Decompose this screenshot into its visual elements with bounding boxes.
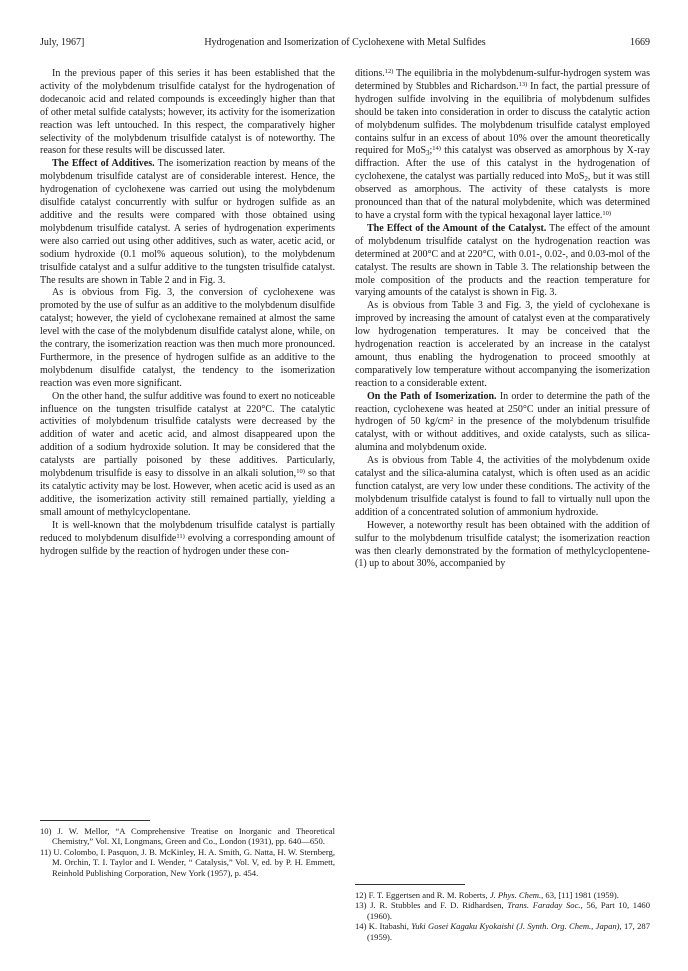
paragraph-additives: The Effect of Additives. The isomerization reaction by means of the molybdenum trisulfide catalyst are of considerable interest. Hence, the hydrogenation of cyclohexene was carried out using the molybdenum disulfide catalyst concurrently with sulfur or hydrogen sulfide as an additive and the results were compared with those obtained using molybdenum trisulfide catalyst. A series of hydrogenation experiments were also carried out using other additives, such as water, acetic acid, or sodium hydroxide (0.1 mol% aqueous solution), to the molybdenum trisulfide catalyst and a sulfur additive to the tungsten trisulfide catalyst. The results are shown in Table 2 and in Fig. 3.: [40, 158, 336, 286]
footnote-divider-right: [355, 884, 465, 885]
reference-marker: 13): [518, 80, 528, 88]
footnote-10: 10) J. W. Mellor, “A Comprehensive Treatise on Inorganic and Theoretical Chemistry,” Vol. XI, Longmans, Green and Co., London (1931), pp. 640—650.: [40, 826, 335, 847]
reference-marker: 11): [176, 532, 185, 540]
left-column: [40, 68, 335, 558]
reference-marker: 10): [602, 209, 612, 217]
footnote-13: 13) J. R. Stubbles and F. D. Ridhardsen, Trans. Faraday Soc., 56, Part 10, 1460 (1960).: [355, 900, 650, 921]
footnotes-left: [40, 826, 335, 878]
paragraph-table4: As is obvious from Table 4, the activities of the molybdenum oxide catalyst and the silica-alumina catalyst, which is often used as an acidic function catalyst, are very low under these conditions. The activity of the molybdenum trisulfide catalyst is found to fall to virtually null upon the addition of a concentrated solution of ammonium hydroxide.: [355, 455, 650, 518]
subscript: 2: [584, 175, 588, 184]
subscript: 3: [426, 149, 430, 158]
reference-marker: 10): [296, 468, 305, 476]
running-header: [40, 36, 650, 50]
paragraph-table3: As is obvious from Table 3 and Fig. 3, the yield of cyclohexane is improved by increasing the amount of catalyst even at the comparatively low hydrogenation temperatures. It may be conceived that the hydrogenation reaction is accelerated by an increase in the catalyst amount, thus enabling the hydrogenation to proceed smoothly at comparatively low temperature without accompanying the isomerization reaction to a considerable extent.: [355, 300, 650, 389]
paragraph-sulfur-addition: However, a noteworthy result has been obtained with the addition of sulfur to the molybdenum trisulfide catalyst; the isomerization reaction was then clearly demonstrated by the formation of methylcyclopentene-(1) up to about 30%, accompanied by: [355, 519, 650, 570]
paragraph-intro: In the previous paper of this series it has been established that the activity of the molybdenum trisulfide catalyst for the hydrogenation of dodecanoic acid and related compounds is exceedingly higher than that of other metal sulfide catalysts; however, its activity for the isomerization reaction was left untouched. In this respect, the comparatively higher selectivity of the molybdenum trisulfide catalyst is of noteworthy. The reason for these results will be discussed later.: [40, 68, 335, 157]
reference-marker: 12): [384, 68, 394, 75]
header-date: July, 1967]: [40, 37, 85, 48]
paragraph-reduction: It is well-known that the molybdenum trisulfide catalyst is partially reduced to molybdenum disulfide$^{11)}$ evolving a corresponding amount of hydrogen sulfide by the reaction of hydrogen under these con-: [40, 519, 335, 557]
footnote-12: 12) F. T. Eggertsen and R. M. Roberts, J. Phys. Chem., 63, [11] 1981 (1959).: [355, 890, 619, 900]
footnote-11: 11) U. Colombo, I. Pasquon, J. B. McKinley, H. A. Smith, G. Natta, H. W. Sternberg, M. Orchin, T. I. Taylor and I. Wender, “ Catalysis,” Vol. V, ed. by P. H. Emmett, Reinhold Publishing Corporation, New York (1957), p. 454.: [40, 846, 335, 878]
section-heading-catalyst-amount: The Effect of the Amount of the Catalyst.: [367, 222, 547, 234]
section-heading-isomerization: On the Path of Isomerization.: [367, 390, 497, 402]
paragraph-fig3-conversion: As is obvious from Fig. 3, the conversion of cyclohexene was promoted by the use of sulfur as an additive to the molybdenum disulfide catalyst; however, the yield of cyclohexane remained at almost the same level with the case of the molybdenum disulfide catalyst alone, while, on the contrary, the isomerization reaction was then much more pronounced. Furthermore, in the presence of hydrogen sulfide as an additive to the molybdenum disulfide catalyst, the tendency to the isomerization reaction was even more significant.: [40, 287, 335, 389]
superscript: 2: [449, 416, 454, 424]
reference-marker: 14): [432, 145, 441, 153]
footnotes-right: [355, 890, 650, 942]
right-column: [355, 68, 650, 571]
page-number: 1669: [630, 37, 650, 48]
footnote-14: 14) K. Itabashi, Yuki Gosei Kagaku Kyokaishi (J. Synth. Org. Chem., Japan), 17, 287 (1959).: [355, 921, 651, 942]
section-heading-additives: The Effect of Additives.: [52, 158, 155, 170]
paragraph-catalyst-amount: The Effect of the Amount of the Catalyst. The effect of the amount of molybdenum trisulfide catalyst on the hydrogenation reaction was determined at 200°C and at 220°C, with 0.01-, 0.02-, and 0.03-mol of the catalyst. The results are shown in Table 3. The relationship between the mole composition of the products and the reaction temperature for varying amounts of the catalyst is shown in Fig. 3.: [355, 222, 650, 299]
footnote-divider-left: [40, 820, 150, 821]
header-title: Hydrogenation and Isomerization of Cyclohexene with Metal Sulfides: [204, 37, 486, 48]
paragraph-equilibria: ditions.$^{12)}$ The equilibria in the molybdenum-sulfur-hydrogen system was determined by Stubbles and Richardson.$^{13)}$ In fact, the partial pressure of hydrogen sulfide involving in the equilibria of molybdenum sulfides should be taken into consideration in order to discuss the catalytic action of molybdenum sulfides. The molybdenum trisulfide catalyst employed contains sulfur in an excess of about 10% over the amount theoretically required for MoS$_3$;$^{14)}$ this catalyst was observed as amorphous by X-ray diffraction. After the use of this catalyst in the hydrogenation of cyclohexene, the catalyst was partially reduced into MoS$_2$, but it was still observed as amorphous. The activity of these catalysts is more pronounced than that of the natural molybdenite, which was determined to have a crystal form with the typical hexagonal layer lattice.$^{10)}$: [355, 68, 650, 221]
paragraph-isomerization-path: On the Path of Isomerization. In order to determine the path of the reaction, cyclohexene was heated at 250°C under an initial pressure of hydrogen of 50 $kg/cm^2$ in the presence of the molybdenum trisulfide catalyst, with or without additives, and oxide catalysts, such as silica-alumina and molybdenum oxide.: [355, 390, 650, 454]
paragraph-tungsten: On the other hand, the sulfur additive was found to exert no noticeable influence on the tungsten trisulfide catalyst at 220°C. The catalytic activities of molybdenum trisulfide catalysts were decreased by the addition of water and acetic acid, and almost disappeared upon the addition of a sodium hydroxide solution. It may be considered that the catalysts are partially poisoned by these additives. Particularly, molybdenum trisulfide is easy to dissolve in an alkali solution,$^{10)}$ so that its catalytic activity may be lost. However, when acetic acid is used as an additive, the isomerization activity still remained partially, yielding a small amount of methylcyclopentane.: [40, 390, 336, 518]
